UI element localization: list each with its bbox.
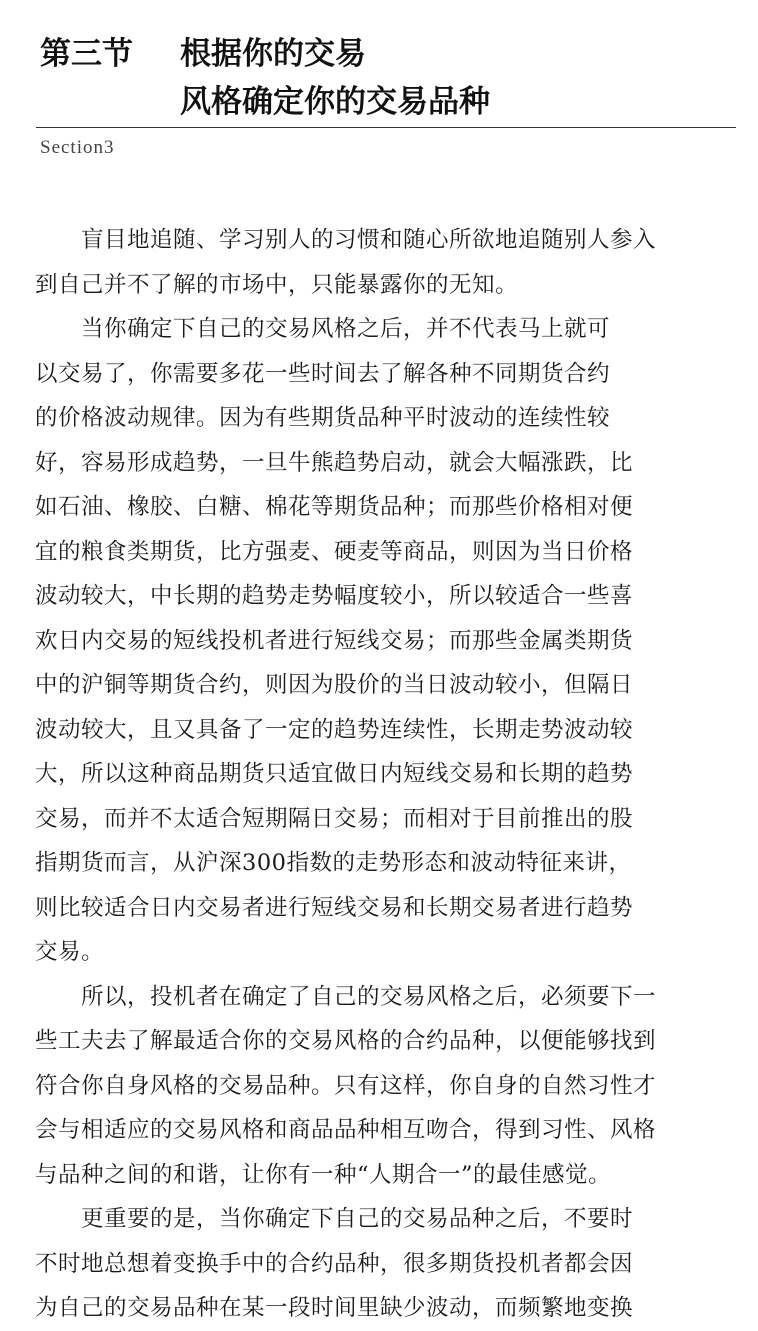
text-line: 与品种之间的和谐，让你有一种“人期合一”的最佳感觉。 [35, 1161, 612, 1188]
section-label: Section3 [40, 137, 115, 158]
text-line: 盲目地追随、学习别人的习惯和随心所欲地追随别人参入 [35, 227, 657, 253]
text-line: 更重要的是，当你确定下自己的交易品种之后，不要时 [35, 1206, 634, 1232]
text-line: 指期货而言，从沪深300指数的走势形态和波动特征来讲， [35, 850, 632, 876]
text-line: 以交易了，你需要多花一些时间去了解各种不同期货合约 [35, 360, 611, 387]
heading-title-line-1: 根据你的交易 [180, 36, 366, 72]
text-line: 大，所以这种商品期货只适宜做日内短线交易和长期的趋势 [35, 761, 634, 787]
text-line: 则比较适合日内交易者进行短线交易和长期交易者进行趋势 [35, 894, 634, 921]
heading-row-1 [40, 30, 740, 78]
section-number: 第三节 [40, 36, 133, 72]
text-line: 好，容易形成趋势，一旦牛熊趋势启动，就会大幅涨跌，比 [35, 449, 634, 476]
text-line: 交易。 [35, 939, 105, 965]
text-line: 中的沪铜等期货合约，则因为股价的当日波动较小，但隔日 [35, 672, 634, 698]
heading-title-line-2: 风格确定你的交易品种 [180, 84, 490, 120]
text-line: 会与相适应的交易风格和商品品种相互吻合，得到习性、风格 [35, 1117, 657, 1143]
heading-row-2 [40, 78, 740, 126]
text-line: 波动较大，且又具备了一定的趋势连续性，长期走势波动较 [35, 716, 634, 743]
body-text [35, 218, 741, 1331]
text-line: 的价格波动规律。因为有些期货品种平时波动的连续性较 [35, 405, 611, 431]
text-line: 所以，投机者在确定了自己的交易风格之后，必须要下一 [35, 983, 657, 1010]
heading-divider [36, 127, 736, 128]
text-line: 到自己并不了解的市场中，只能暴露你的无知。 [35, 271, 519, 298]
text-line: 欢日内交易的短线投机者进行短线交易；而那些金属类期货 [35, 627, 634, 654]
text-line: 如石油、橡胶、白糖、棉花等期货品种；而那些价格相对便 [35, 494, 634, 520]
text-line: 符合你自身风格的交易品种。只有这样，你自身的自然习性才 [35, 1072, 657, 1099]
text-line: 波动较大，中长期的趋势走势幅度较小，所以较适合一些喜 [35, 583, 634, 609]
text-line: 交易，而并不太适合短期隔日交易；而相对于目前推出的股 [35, 805, 634, 832]
text-line: 宜的粮食类期货，比方强麦、硬麦等商品，则因为当日价格 [35, 538, 634, 565]
text-line: 为自己的交易品种在某一段时间里缺少波动，而频繁地变换 [35, 1295, 634, 1321]
text-line: 不时地总想着变换手中的合约品种，很多期货投机者都会因 [35, 1250, 634, 1277]
chapter-heading [40, 30, 740, 126]
text-line: 当你确定下自己的交易风格之后，并不代表马上就可 [35, 316, 611, 342]
text-line: 些工夫去了解最适合你的交易风格的合约品种，以便能够找到 [35, 1028, 657, 1054]
